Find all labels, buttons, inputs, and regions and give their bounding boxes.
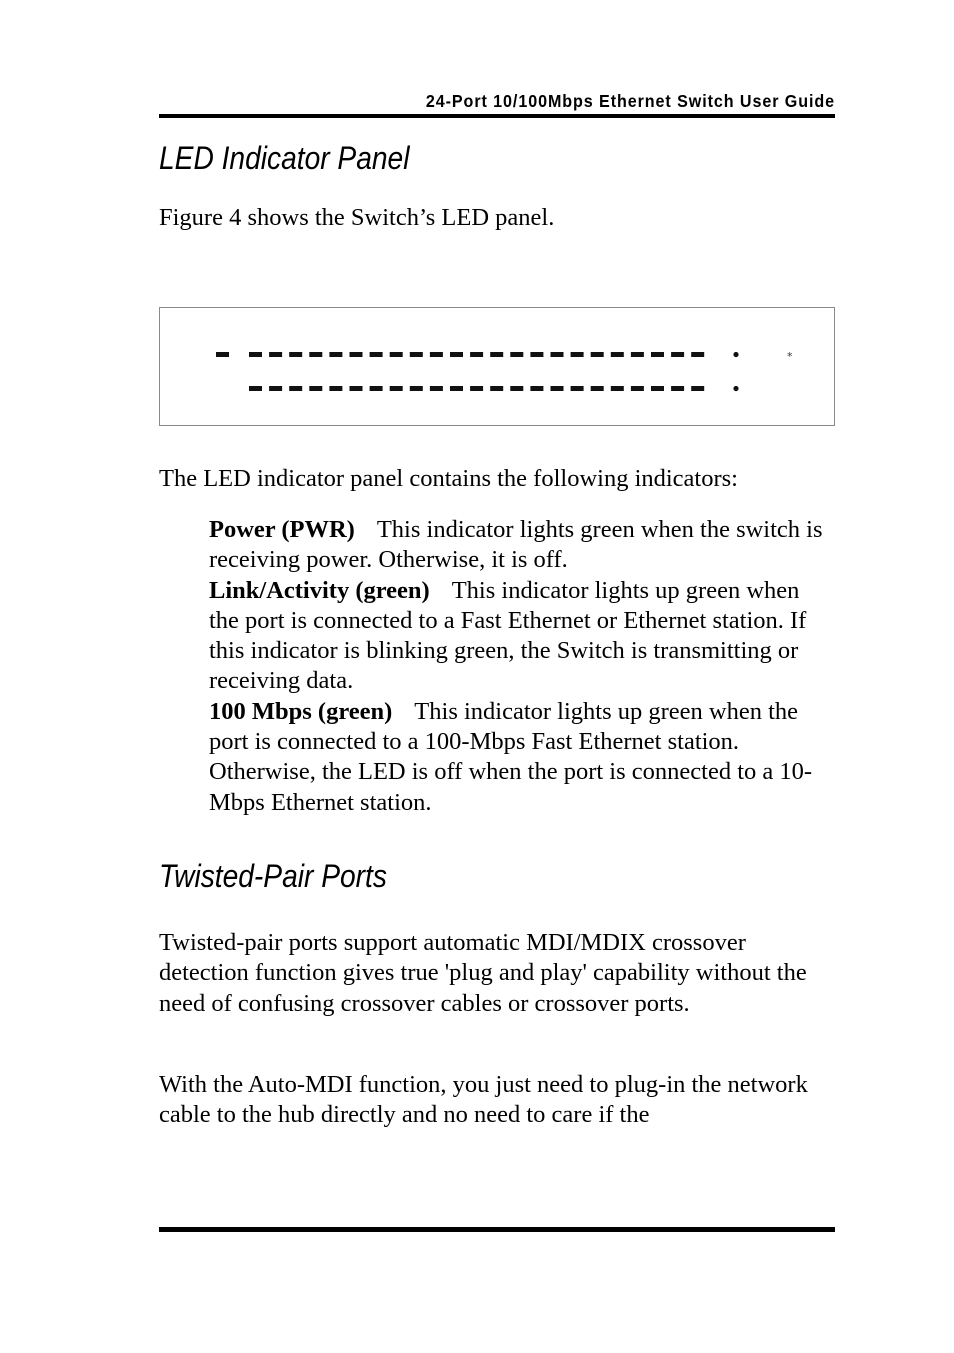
led-100mbps	[591, 386, 604, 391]
indicators-lead-in: The LED indicator panel contains the following indicators:	[159, 465, 738, 492]
led-100mbps	[530, 386, 543, 391]
led-link-activity	[289, 352, 302, 357]
led-100mbps	[289, 386, 302, 391]
twisted-pair-paragraph-2: With the Auto-MDI function, you just need to plug-in the network cable to the hub directly and no need to care if the	[159, 1071, 808, 1129]
section-heading-led-panel: LED Indicator Panel	[159, 140, 410, 176]
indicator-term: 100 Mbps (green)	[209, 697, 393, 725]
led-link-activity	[450, 352, 463, 357]
led-link-activity	[350, 352, 363, 357]
led-link-activity	[309, 352, 322, 357]
running-header: 24-Port 10/100Mbps Ethernet Switch User Guide	[425, 91, 835, 111]
led-100mbps	[450, 386, 463, 391]
intro-paragraph: Figure 4 shows the Switch’s LED panel.	[159, 204, 555, 231]
section-heading-twisted-pair: Twisted-Pair Ports	[159, 858, 387, 894]
led-100mbps	[309, 386, 322, 391]
led-100mbps	[611, 386, 624, 391]
led-100mbps	[671, 386, 684, 391]
led-panel-drawing	[160, 308, 834, 425]
led-link-activity	[571, 352, 584, 357]
indicator-item-power	[209, 515, 835, 576]
indicator-description: This indicator lights up green when the port is connected to a Fast Ethernet or Ethernet station. If this indicator is blinking green, the Switch is transmitting or receiving data.	[209, 576, 807, 695]
led-100mbps	[430, 386, 443, 391]
indicator-description: This indicator lights up green when the port is connected to a 100-Mbps Fast Ethernet station. Otherwise, the LED is off when the port is connected to a 10-Mbps Ethernet station.	[209, 697, 813, 816]
led-link-activity	[611, 352, 624, 357]
led-100mbps	[370, 386, 383, 391]
indicator-list	[209, 515, 835, 818]
led-100mbps	[571, 386, 584, 391]
led-100mbps	[329, 386, 342, 391]
led-link-activity	[551, 352, 564, 357]
led-100mbps	[410, 386, 423, 391]
led-link-activity	[470, 352, 483, 357]
led-link-activity	[390, 352, 403, 357]
led-link-activity	[591, 352, 604, 357]
led-100mbps	[551, 386, 564, 391]
led-row-end-dot	[733, 352, 738, 357]
led-100mbps	[510, 386, 523, 391]
led-100mbps	[390, 386, 403, 391]
led-link-activity	[329, 352, 342, 357]
led-100mbps	[470, 386, 483, 391]
led-link-activity	[671, 352, 684, 357]
led-100mbps	[249, 386, 262, 391]
led-link-activity	[269, 352, 282, 357]
led-row-end-dot	[733, 386, 738, 391]
led-link-activity	[410, 352, 423, 357]
led-100mbps	[691, 386, 704, 391]
indicator-term: Power (PWR)	[209, 516, 355, 543]
led-panel-figure	[159, 307, 835, 426]
led-link-activity	[490, 352, 503, 357]
indicator-item-link-activity	[209, 576, 835, 697]
led-100mbps	[269, 386, 282, 391]
led-link-activity	[430, 352, 443, 357]
footer-rule	[159, 1227, 835, 1232]
led-link-activity	[510, 352, 523, 357]
led-100mbps	[490, 386, 503, 391]
power-mark: *	[787, 350, 793, 363]
led-100mbps	[651, 386, 664, 391]
led-100mbps	[631, 386, 644, 391]
led-link-activity	[691, 352, 704, 357]
led-link-activity	[370, 352, 383, 357]
header-rule	[159, 114, 835, 118]
led-link-activity	[651, 352, 664, 357]
indicator-item-100mbps	[209, 697, 835, 818]
led-100mbps	[350, 386, 363, 391]
led-pwr	[216, 352, 229, 357]
led-link-activity	[530, 352, 543, 357]
twisted-pair-paragraph-1: Twisted-pair ports support automatic MDI/MDIX crossover detection function gives true 'plug and play' capability without the need of confusing crossover cables or crossover ports.	[159, 929, 807, 1017]
indicator-term: Link/Activity (green)	[209, 576, 430, 604]
led-link-activity	[631, 352, 644, 357]
led-link-activity	[249, 352, 262, 357]
indicator-description: This indicator lights green when the switch is receiving power. Otherwise, it is off.	[209, 516, 823, 574]
